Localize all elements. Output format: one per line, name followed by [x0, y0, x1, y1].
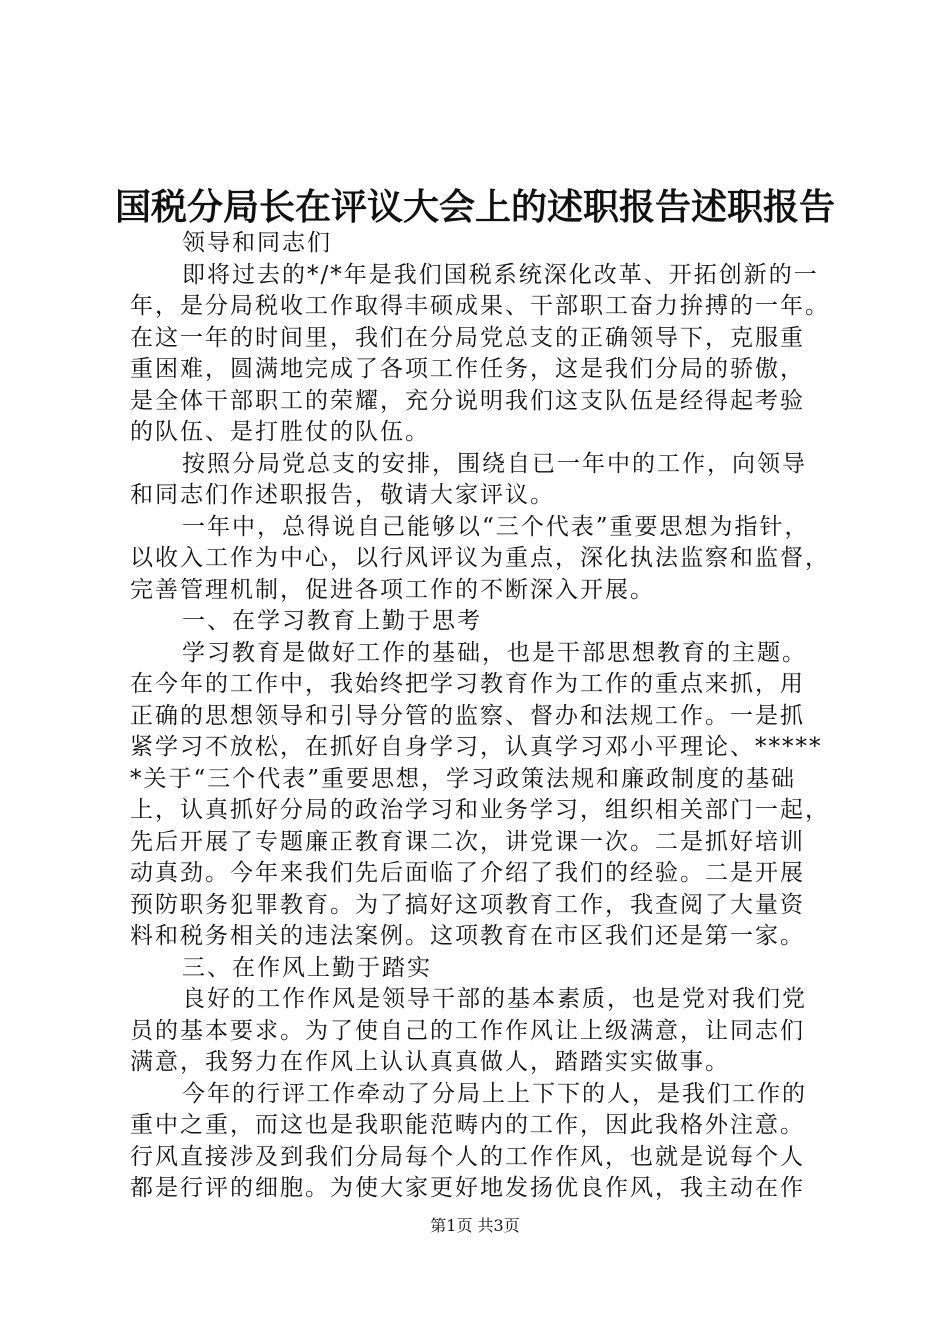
paragraph-line: 重中之重，而这也是我职能范畴内的工作，因此我格外注意。 [130, 1112, 805, 1138]
salutation: 领导和同志们 [182, 230, 332, 256]
paragraph-line: 满意，我努力在作风上认认真真做人，踏踏实实做事。 [130, 1049, 730, 1075]
paragraph-line: 今年的行评工作牵动了分局上上下下的人，是我们工作的 [182, 1080, 807, 1107]
paragraph-line: 先后开展了专题廉正教育课二次，讲党课一次。二是抓好培训 [130, 828, 805, 855]
section-heading: 一、在学习教育上勤于思考 [182, 608, 482, 634]
paragraph-line: 以收入工作为中心，以行风评议为重点，深化执法监察和监督， [130, 545, 830, 571]
paragraph-line: 在今年的工作中，我始终把学习教育作为工作的重点来抓，用 [130, 671, 805, 697]
paragraph-line: 正确的思想领导和引导分管的监察、督办和法规工作。一是抓 [130, 702, 805, 729]
paragraph-line: 和同志们作述职报告，敬请大家评议。 [130, 482, 555, 508]
paragraph-line: 行风直接涉及到我们分局每个人的工作作风，也就是说每个人 [130, 1143, 805, 1170]
page-footer: 第1页 共3页 [430, 1216, 520, 1235]
paragraph-line: *关于“三个代表”重要思想，学习政策法规和廉政制度的基础 [130, 765, 797, 792]
paragraph-line: 学习教育是做好工作的基础，也是干部思想教育的主题。 [182, 639, 807, 666]
paragraph-line: 年，是分局税收工作取得丰硕成果、干部职工奋力拚搏的一年。 [130, 293, 830, 319]
section-heading: 三、在作风上勤于踏实 [182, 954, 432, 981]
paragraph-line: 在这一年的时间里，我们在分局党总支的正确领导下，克服重 [130, 324, 805, 351]
document-title: 国税分局长在评议大会上的述职报告述职报告 [114, 187, 835, 228]
paragraph-line: 预防职务犯罪教育。为了搞好这项教育工作，我查阅了大量资 [130, 891, 805, 918]
paragraph-line: 紧学习不放松，在抓好自身学习，认真学习邓小平理论、***** [130, 734, 823, 760]
paragraph-line: 即将过去的*/*年是我们国税系统深化改革、开拓创新的一 [182, 261, 819, 288]
document-body [130, 228, 830, 1205]
paragraph-line: 按照分局党总支的安排，围绕自已一年中的工作，向领导 [182, 450, 807, 477]
paragraph-line: 都是行评的细胞。为使大家更好地发扬优良作风，我主动在作 [130, 1175, 805, 1201]
paragraph-line: 良好的工作作风是领导干部的基本素质，也是党对我们党 [182, 986, 807, 1012]
paragraph-line: 是全体干部职工的荣耀，充分说明我们这支队伍是经得起考验 [130, 387, 805, 414]
paragraph-line: 重困难，圆满地完成了各项工作任务，这是我们分局的骄傲， [130, 356, 805, 382]
paragraph-line: 上，认真抓好分局的政治学习和业务学习，组织相关部门一起， [130, 797, 830, 823]
paragraph-line: 一年中，总得说自己能够以“三个代表”重要思想为指针， [182, 513, 810, 540]
paragraph-line: 员的基本要求。为了使自己的工作作风让上级满意，让同志们 [130, 1017, 805, 1044]
paragraph-line: 料和税务相关的违法案例。这项教育在市区我们还是第一家。 [130, 923, 805, 949]
paragraph-line: 完善管理机制，促进各项工作的不断深入开展。 [130, 576, 655, 603]
paragraph-line: 的队伍、是打胜仗的队伍。 [130, 419, 430, 445]
paragraph-line: 动真劲。今年来我们先后面临了介绍了我们的经验。二是开展 [130, 860, 805, 886]
